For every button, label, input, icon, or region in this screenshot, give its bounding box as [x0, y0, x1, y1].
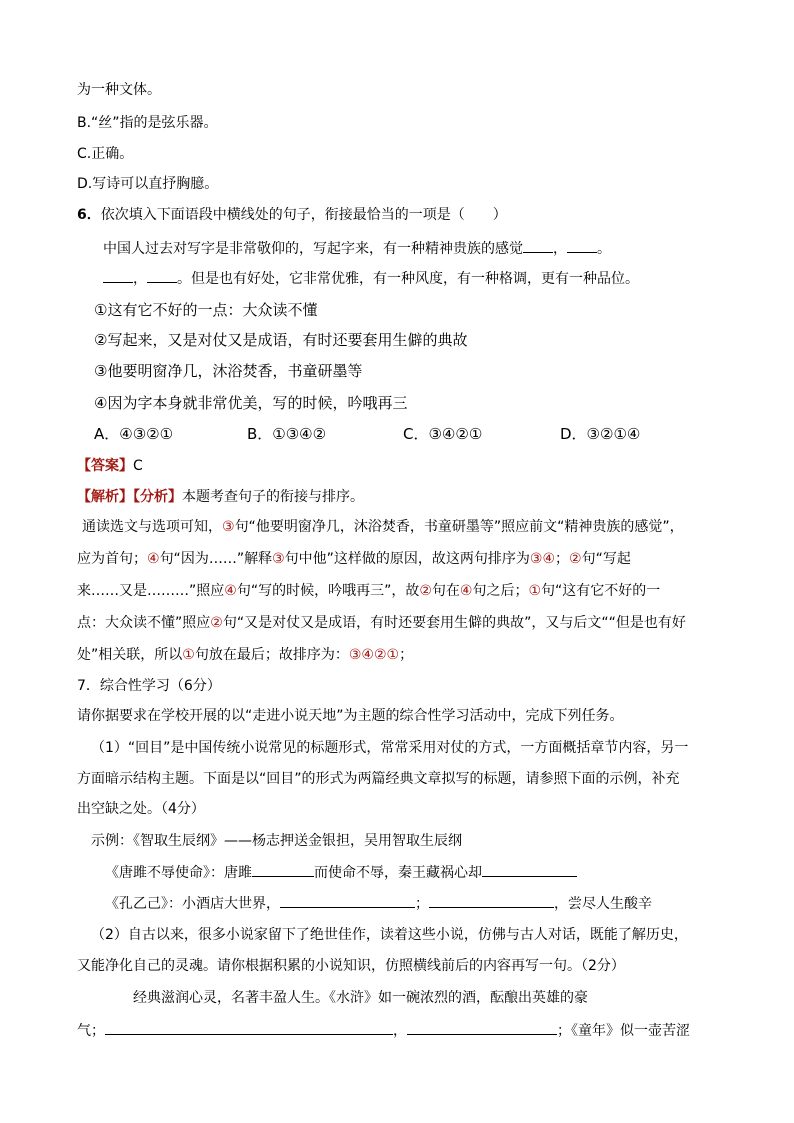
text: ；《童年》似一壶苦涩	[557, 1023, 690, 1039]
answer-blank[interactable]	[407, 1020, 557, 1035]
question-7-2-line-3: 经典滋润心灵，名著丰盈人生。《水浒》如一碗浓烈的酒，酝酿出英雄的豪	[133, 990, 588, 1006]
analysis-intro: 本题考查句子的衔接与排序。	[182, 489, 364, 505]
blank-line	[147, 268, 177, 283]
question-7-2-line-1: （2）自古以来，很多小说家留下了绝世佳作，读着这些小说，仿佛与古人对话，既能了解历史，	[91, 927, 688, 943]
answer-line	[77, 456, 143, 476]
option-c-explanation: C.正确。	[77, 146, 134, 162]
passage-text: ，	[133, 271, 147, 287]
question-7-1-line-1: （1）“回目”是中国传统小说常见的标题形式，常常采用对仗的方式，一方面概括章节内容，另一	[91, 740, 689, 756]
answer-blank[interactable]	[252, 862, 314, 877]
analysis-line	[77, 487, 364, 507]
answer-blank[interactable]	[280, 893, 415, 908]
answer-blank[interactable]	[482, 862, 577, 877]
title-line-1	[105, 862, 577, 883]
blank-line	[103, 268, 133, 283]
question-7-intro: 请你据要求在学校开展的以“走进小说天地”为主题的综合性学习活动中，完成下列任务。	[77, 708, 624, 724]
passage-text: 中国人过去对写字是非常敬仰的，写起字来，有一种精神贵族的感觉	[103, 241, 523, 257]
answer-blank[interactable]	[429, 893, 554, 908]
option-b-explanation: B.“丝”指的是弦乐器。	[77, 115, 218, 131]
answer-label: 【答案】	[77, 458, 133, 474]
sentence-2: ②写起来，又是对仗又是成语，有时还要套用生僻的典故	[94, 331, 468, 349]
text: ，	[393, 1023, 407, 1039]
passage-text: 。但是也有好处，它非常优雅，有一种风度，有一种格调，更有一种品位。	[177, 271, 639, 287]
title-line-2	[105, 893, 652, 914]
analysis-text-2: 应为首句；④句“因为……”解释③句中他”这样做的原因，故这两句排序为③④；②句“写起	[77, 551, 631, 567]
question-7-1-line-2: 方面暗示结构主题。下面是以“回目”的形式为两篇经典文章拟写的标题，请参照下面的示例，补充	[77, 771, 680, 787]
title-text: 《唐雎不辱使命》：唐雎	[105, 865, 252, 881]
title-text: 而使命不辱，秦王藏祸心却	[314, 865, 482, 881]
analysis-text-3: 来……又是………”照应④句“写的时候，吟哦再三”，故②句在④句之后；①句“这有它不好的一	[77, 583, 661, 599]
option-b: B．①③④②	[247, 425, 327, 443]
question-text: 依次填入下面语段中横线处的句子，衔接最恰当的一项是（ ）	[100, 207, 507, 223]
option-c: C．③④②①	[403, 425, 483, 443]
title-text: 《孔乙己》：小酒店大世界，	[105, 896, 280, 912]
analysis-label: 【解析】【分析】	[77, 489, 182, 505]
text: 气；	[77, 1023, 105, 1039]
sentence-1: ①这有它不好的一点：大众读不懂	[94, 301, 318, 319]
answer-blank[interactable]	[105, 1020, 393, 1035]
sentence-4: ④因为字本身就非常优美，写的时候，吟哦再三	[94, 394, 408, 412]
analysis-text-4: 点：大众读不懂”照应②句“又是对仗又是成语，有时还要套用生僻的典故”，又与后文““但是也有好	[77, 615, 686, 631]
option-d: D．③②①④	[560, 425, 641, 443]
blank-line	[567, 238, 597, 253]
option-a: A．④③②①	[94, 425, 174, 443]
passage-line-2	[103, 268, 639, 289]
blank-line	[523, 238, 553, 253]
question-7-1-line-3: 出空缺之处。（4分）	[77, 801, 205, 817]
passage-text: 。	[597, 241, 611, 257]
title-text: ，尝尽人生酸辛	[554, 896, 652, 912]
passage-line-1	[103, 238, 611, 259]
option-d-explanation: D.写诗可以直抒胸臆。	[77, 176, 219, 192]
example-line: 示例：《智取生辰纲》——杨志押送金银担，吴用智取生辰纲	[91, 833, 462, 849]
question-7: 7．综合性学习（6分）	[77, 678, 221, 694]
question-7-2-line-2: 又能净化自己的灵魂。请你根据积累的小说知识，仿照横线前后的内容再写一句。（2分）	[77, 958, 625, 974]
question-number: 6．	[77, 207, 101, 223]
sentence-3: ③他要明窗净几，沐浴焚香，书童研墨等	[94, 362, 363, 380]
question-6	[77, 205, 507, 225]
text-line: 为一种文体。	[77, 82, 161, 98]
analysis-text-5: 处”相关联，所以①句放在最后；故排序为：③④②①；	[77, 647, 414, 663]
question-7-2-line-4	[77, 1020, 690, 1041]
title-text: ；	[415, 896, 429, 912]
analysis-text-1: 通读选文与选项可知，③句“他要明窗净几，沐浴焚香，书童研墨等”照应前文“精神贵族的感觉”，	[82, 519, 684, 535]
passage-text: ，	[553, 241, 567, 257]
answer-value: C	[133, 458, 143, 474]
